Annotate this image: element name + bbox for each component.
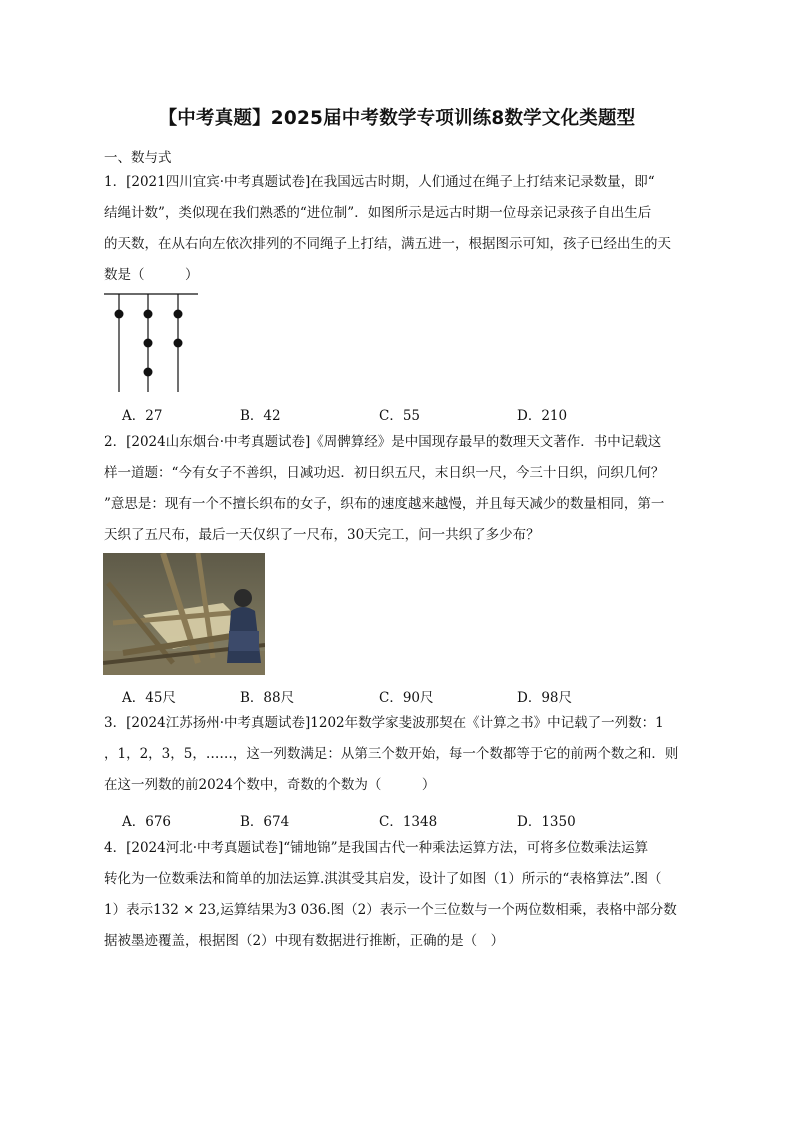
q1-option-d: D．210 xyxy=(517,408,568,424)
q4-line-4: 据被墨迹覆盖，根据图（2）中现有数据进行推断，正确的是（ ） xyxy=(104,933,505,949)
weaving-loom-photo xyxy=(103,553,265,675)
knot xyxy=(174,339,183,348)
q3-line-1: 3．[2024江苏扬州·中考真题试卷]1202年数学家斐波那契在《计算之书》中记载了一列数：1 xyxy=(104,715,664,731)
q1-line-2: 结绳计数”，类似现在我们熟悉的“进位制”．如图所示是远古时期一位母亲记录孩子自出生后 xyxy=(104,205,652,221)
q2-option-b: B．88尺 xyxy=(240,690,295,706)
q2-line-1: 2．[2024山东烟台·中考真题试卷]《周髀算经》是中国现存最早的数理天文著作．书中记载这 xyxy=(104,434,662,450)
q2-option-c: C．90尺 xyxy=(379,690,434,706)
knot xyxy=(174,310,183,319)
q3-option-b: B．674 xyxy=(240,814,290,830)
q1-line-3: 的天数，在从右向左依次排列的不同绳子上打结，满五进一，根据图示可知，孩子已经出生的天 xyxy=(104,236,671,252)
q3-option-d: D．1350 xyxy=(517,814,576,830)
q4-line-3: 1）表示132 × 23,运算结果为3 036.图（2）表示一个三位数与一个两位数相乘，表格中部分数 xyxy=(104,902,677,918)
q2-line-3: ”意思是：现有一个不擅长织布的女子，织布的速度越来越慢，并且每天减少的数量相同，第一 xyxy=(104,496,665,512)
q3-line-2: ，1，2，3，5，……，这一列数满足：从第三个数开始，每一个数都等于它的前两个数之和．则 xyxy=(104,746,679,762)
q4-line-2: 转化为一位数乘法和简单的加法运算.淇淇受其启发，设计了如图（1）所示的“表格算法”.图（ xyxy=(104,871,662,887)
q2-line-4: 天织了五尺布，最后一天仅织了一尺布，30天完工，问一共织了多少布？ xyxy=(104,527,540,543)
q1-option-b: B．42 xyxy=(240,408,281,424)
knot xyxy=(144,310,153,319)
q2-option-d: D．98尺 xyxy=(517,690,573,706)
q3-line-3: 在这一列数的前2024个数中，奇数的个数为（ ） xyxy=(104,777,436,793)
q4-line-1: 4．[2024河北·中考真题试卷]“铺地锦”是我国古代一种乘法运算方法，可将多位数乘法运算 xyxy=(104,840,649,856)
q1-option-c: C．55 xyxy=(379,408,421,424)
knot xyxy=(115,310,124,319)
q1-line-1: 1．[2021四川宜宾·中考真题试卷]在我国远古时期，人们通过在绳子上打结来记录数量，即“ xyxy=(104,174,655,190)
knot xyxy=(144,339,153,348)
page-title: 【中考真题】2025届中考数学专项训练8数学文化类题型 xyxy=(158,108,636,129)
q3-option-c: C．1348 xyxy=(379,814,438,830)
q1-option-a: A．27 xyxy=(122,408,163,424)
knot-rope-figure xyxy=(103,292,203,396)
q3-option-a: A．676 xyxy=(122,814,172,830)
knot xyxy=(144,368,153,377)
q2-line-2: 样一道题：“今有女子不善织，日减功迟．初日织五尺，末日织一尺，今三十日织，问织几何？ xyxy=(104,465,665,481)
q2-option-a: A．45尺 xyxy=(122,690,176,706)
section-heading: 一、数与式 xyxy=(104,150,172,166)
q1-line-4: 数是（ ） xyxy=(104,267,199,283)
